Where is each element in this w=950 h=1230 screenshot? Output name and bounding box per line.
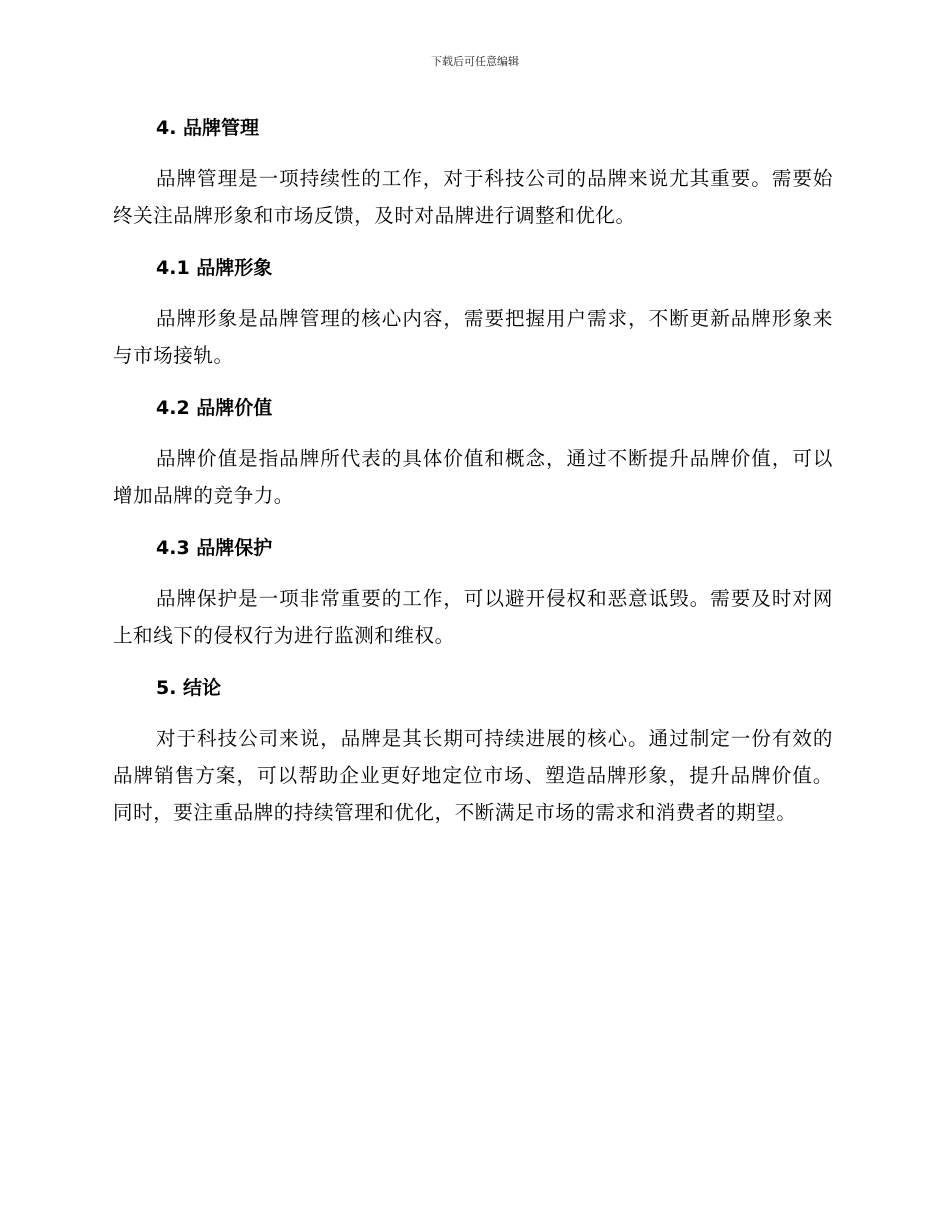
section-paragraph-brand-protection: 品牌保护是一项非常重要的工作，可以避开侵权和恶意诋毁。需要及时对网上和线下的侵权行为进行监测和维权。 — [113, 587, 833, 647]
page-header: 下载后可任意编辑 — [431, 55, 519, 68]
section-heading-brand-value: 4.2 品牌价值 — [156, 397, 273, 419]
section-heading-conclusion: 5. 结论 — [156, 677, 222, 699]
section-heading-brand-protection: 4.3 品牌保护 — [156, 537, 273, 559]
document-body — [113, 108, 833, 845]
section-heading-brand-management: 4. 品牌管理 — [156, 117, 260, 139]
section-heading-brand-image: 4.1 品牌形象 — [156, 257, 273, 279]
section-paragraph-brand-image: 品牌形象是品牌管理的核心内容，需要把握用户需求，不断更新品牌形象来与市场接轨。 — [113, 307, 833, 367]
section-paragraph-brand-value: 品牌价值是指品牌所代表的具体价值和概念，通过不断提升品牌价值，可以增加品牌的竞争力。 — [113, 447, 833, 507]
section-paragraph-brand-management: 品牌管理是一项持续性的工作，对于科技公司的品牌来说尤其重要。需要始终关注品牌形象和市场反馈，及时对品牌进行调整和优化。 — [113, 167, 833, 227]
section-paragraph-conclusion: 对于科技公司来说，品牌是其长期可持续进展的核心。通过制定一份有效的品牌销售方案，可以帮助企业更好地定位市场、塑造品牌形象，提升品牌价值。同时，要注重品牌的持续管理和优化，不断满足市场的需求和消费者的期望。 — [113, 727, 833, 824]
